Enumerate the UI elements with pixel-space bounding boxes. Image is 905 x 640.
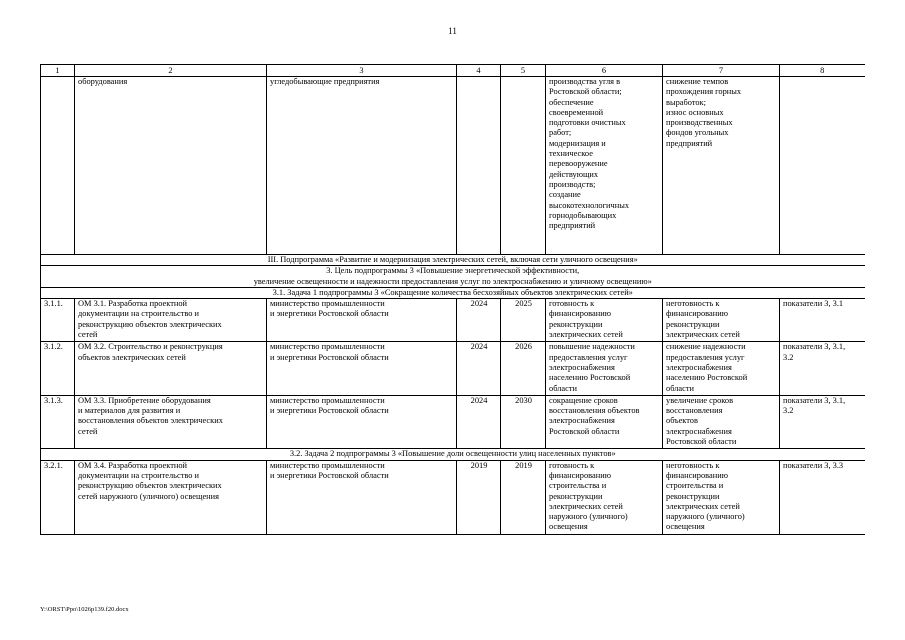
program-measures-table (40, 64, 865, 535)
executor-cell: министерство промышленности и энергетики Ростовской области (267, 342, 457, 395)
column-numbers-row (41, 65, 865, 77)
start-year-cell: 2024 (457, 342, 501, 395)
goal-line: 3. Цель подпрограммы 3 «Повышение энергетической эффективности, (326, 266, 580, 276)
header-cell: 8 (780, 65, 865, 77)
measure-name-cell: ОМ 3.1. Разработка проектной документации на строительство и реконструкцию объектов электрических сетей (75, 299, 267, 342)
consequence-cell: снижение темпов прохождения горных выработок; износ основных производственных фондов угольных предприятий (663, 77, 780, 255)
start-year-cell: 2019 (457, 460, 501, 534)
table-row (41, 395, 865, 448)
file-path-footer: Y:\ORST\Ppo\1026p139.f20.docx (40, 606, 129, 613)
start-year-cell: 2024 (457, 395, 501, 448)
task-row (41, 449, 865, 460)
consequence-cell: увеличение сроков восстановления объектов электроснабжения Ростовской области (663, 395, 780, 448)
row-number: 3.2.1. (41, 460, 75, 534)
measure-name-cell: ОМ 3.3. Приобретение оборудования и материалов для развития и восстановления объектов электрических сетей (75, 395, 267, 448)
result-cell: повышение надежности предоставления услуг электроснабжения населению Ростовской области (546, 342, 663, 395)
result-cell: готовность к финансированию реконструкции электрических сетей (546, 299, 663, 342)
end-year-cell: 2030 (501, 395, 546, 448)
goal-row (41, 266, 865, 288)
table-row (41, 460, 865, 534)
indicators-cell: показатели 3, 3.3 (780, 460, 865, 534)
subprogram-title-row (41, 255, 865, 266)
end-year-cell: 2019 (501, 460, 546, 534)
header-cell: 4 (457, 65, 501, 77)
header-cell: 5 (501, 65, 546, 77)
start-year-cell: 2024 (457, 299, 501, 342)
page-number: 11 (448, 26, 457, 36)
goal-text (41, 266, 865, 288)
executor-cell: угледобывающие предприятия (267, 77, 457, 255)
consequence-cell: неготовность к финансированию строительства и реконструкции электрических сетей наружного (уличного) освещения (663, 460, 780, 534)
task-title: 3.1. Задача 1 подпрограммы 3 «Сокращение количества бесхозяйных объектов электрических сетей» (41, 287, 865, 298)
table-cell (501, 77, 546, 255)
indicators-cell: показатели 3, 3.1, 3.2 (780, 342, 865, 395)
table-cell (41, 77, 75, 255)
task-row (41, 287, 865, 298)
consequence-cell: неготовность к финансированию реконструкции электрических сетей (663, 299, 780, 342)
result-cell: производства угля в Ростовской области; обеспечение своевременной подготовки очистных работ; модернизация и техническое перевооружение действующих производств; создание высокотехнологичных горнодобывающих предприятий (546, 77, 663, 255)
header-cell: 7 (663, 65, 780, 77)
row-number: 3.1.1. (41, 299, 75, 342)
table-row (41, 342, 865, 395)
task-title: 3.2. Задача 2 подпрограммы 3 «Повышение доли освещенности улиц населенных пунктов» (41, 449, 865, 460)
result-cell: сокращение сроков восстановления объектов электроснабжения Ростовской области (546, 395, 663, 448)
continuation-row (41, 77, 865, 255)
end-year-cell: 2026 (501, 342, 546, 395)
measure-name-cell: ОМ 3.2. Строительство и реконструкция объектов электрических сетей (75, 342, 267, 395)
result-cell: готовность к финансированию строительства и реконструкции электрических сетей наружного (уличного) освещения (546, 460, 663, 534)
subprogram-title: III. Подпрограмма «Развитие и модернизация электрических сетей, включая сети уличного освещения» (41, 255, 865, 266)
header-cell: 6 (546, 65, 663, 77)
header-cell: 2 (75, 65, 267, 77)
table-cell (780, 77, 865, 255)
indicators-cell: показатели 3, 3.1, 3.2 (780, 395, 865, 448)
header-cell: 3 (267, 65, 457, 77)
consequence-cell: снижение надежности предоставления услуг электроснабжения населению Ростовской области (663, 342, 780, 395)
indicators-cell: показатели 3, 3.1 (780, 299, 865, 342)
measure-name-cell: ОМ 3.4. Разработка проектной документации на строительство и реконструкцию объектов электрических сетей наружного (уличного) освещения (75, 460, 267, 534)
table-cell (457, 77, 501, 255)
end-year-cell: 2025 (501, 299, 546, 342)
executor-cell: министерство промышленности и энергетики Ростовской области (267, 460, 457, 534)
table-row (41, 299, 865, 342)
goal-line: увеличение освещенности и надежности предоставления услуг по электроснабжению и уличному освещению» (253, 276, 652, 286)
row-number: 3.1.2. (41, 342, 75, 395)
measure-name-cell: оборудования (75, 77, 267, 255)
header-cell: 1 (41, 65, 75, 77)
executor-cell: министерство промышленности и энергетики Ростовской области (267, 395, 457, 448)
executor-cell: министерство промышленности и энергетики Ростовской области (267, 299, 457, 342)
row-number: 3.1.3. (41, 395, 75, 448)
